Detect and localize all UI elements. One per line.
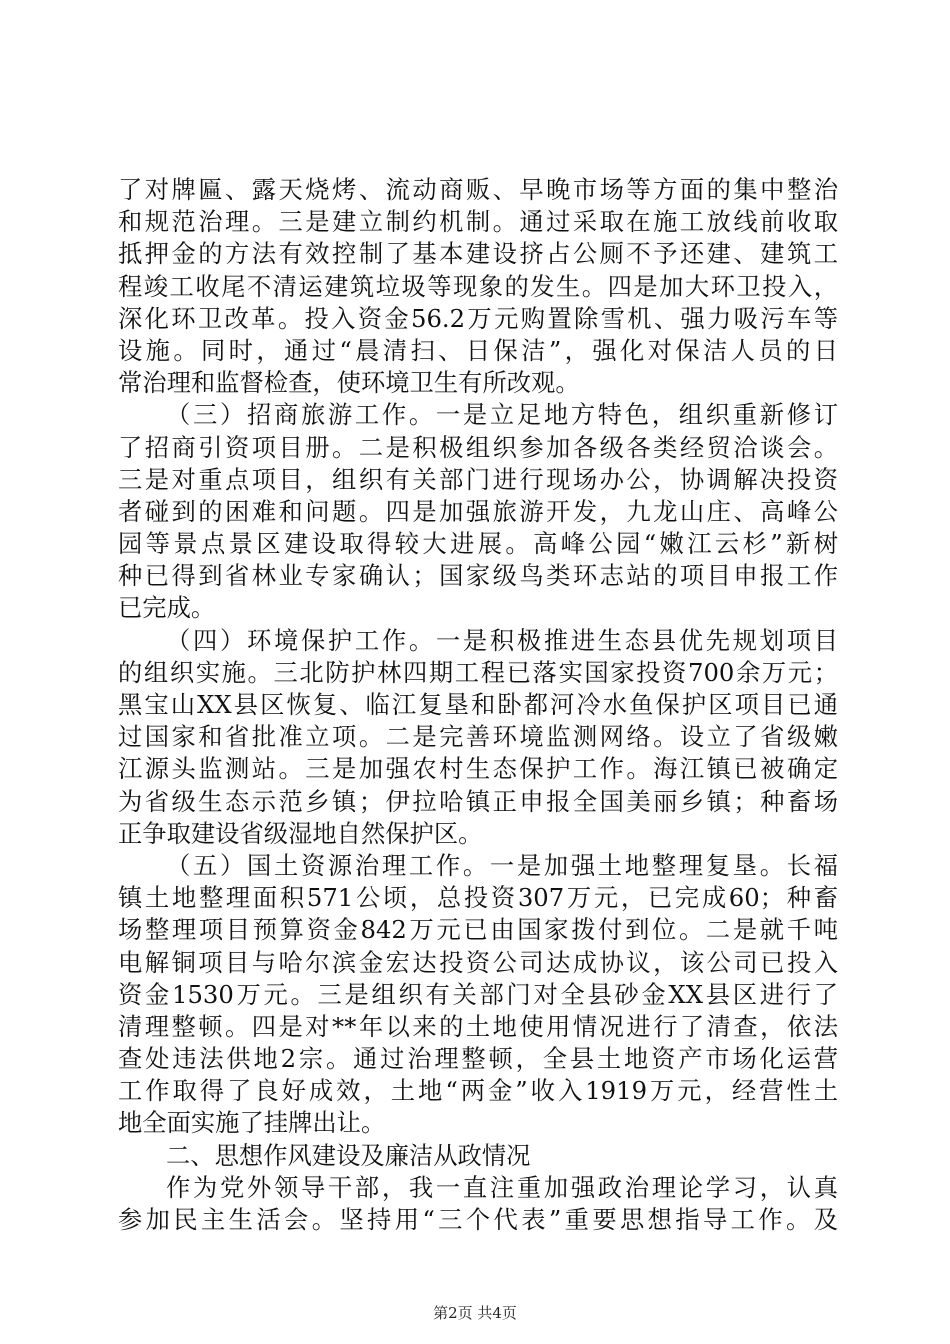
text-line: 过国家和省批准立项。二是完善环境监测网络。设立了省级嫩: [118, 722, 838, 752]
text-line: 场整理项目预算资金842万元已由国家拨付到位。二是就千吨: [118, 915, 838, 945]
text-line: 工作取得了良好成效，土地“两金”收入1919万元，经营性土: [118, 1076, 838, 1106]
text-line: 电解铜项目与哈尔滨金宏达投资公司达成协议，该公司已投入: [118, 947, 838, 977]
text-line: 深化环卫改革。投入资金56.2万元购置除雪机、强力吸污车等: [118, 303, 838, 333]
text-line: 资金1530万元。三是组织有关部门对全县砂金XX县区进行了: [118, 979, 838, 1009]
chapter-heading-line: 二、思想作风建设及廉洁从政情况: [166, 1140, 531, 1170]
text-line: 抵押金的方法有效控制了基本建设挤占公厕不予还建、建筑工: [118, 239, 838, 269]
body-text: [118, 174, 838, 1236]
text-line: 的组织实施。三北防护林四期工程已落实国家投资700余万元；: [118, 657, 838, 687]
text-line: 正争取建设省级湿地自然保护区。: [118, 818, 483, 848]
text-line: 作为党外领导干部，我一直注重加强政治理论学习，认真: [166, 1172, 838, 1202]
text-line: 种已得到省林业专家确认；国家级鸟类环志站的项目申报工作: [118, 561, 838, 591]
text-line: 了对牌匾、露天烧烤、流动商贩、早晚市场等方面的集中整治: [118, 175, 838, 204]
text-line: 清理整顿。四是对**年以来的土地使用情况进行了清查，依法: [118, 1011, 838, 1041]
text-line: 参加民主生活会。坚持用“三个代表”重要思想指导工作。及: [118, 1205, 838, 1234]
text-line: 者碰到的困难和问题。四是加强旅游开发，九龙山庄、高峰公: [118, 496, 838, 526]
text-line: 了招商引资项目册。二是积极组织参加各级各类经贸洽谈会。: [118, 432, 838, 462]
text-line: 设施。同时，通过“晨清扫、日保洁”，强化对保洁人员的日: [118, 335, 838, 365]
text-line: 为省级生态示范乡镇；伊拉哈镇正申报全国美丽乡镇；种畜场: [118, 786, 838, 816]
section-heading-line: （五）国土资源治理工作。一是加强土地整理复垦。长福: [166, 850, 838, 880]
text-line: 镇土地整理面积571公顷，总投资307万元，已完成60；种畜: [118, 883, 838, 913]
section-heading-line: （四）环境保护工作。一是积极推进生态县优先规划项目: [166, 625, 838, 655]
text-line: 园等景点景区建设取得较大进展。高峰公园“嫩江云杉”新树: [118, 529, 838, 559]
page-number-label: 第2页 共4页: [433, 1304, 517, 1322]
text-line: 地全面实施了挂牌出让。: [118, 1108, 386, 1138]
text-line: 已完成。: [118, 593, 216, 623]
text-line: 三是对重点项目，组织有关部门进行现场办公，协调解决投资: [118, 464, 838, 494]
text-line: 程竣工收尾不清运建筑垃圾等现象的发生。四是加大环卫投入，: [118, 271, 838, 301]
page-footer: [0, 1302, 950, 1323]
section-heading-line: （三）招商旅游工作。一是立足地方特色，组织重新修订: [166, 400, 838, 430]
text-line: 江源头监测站。三是加强农村生态保护工作。海江镇已被确定: [118, 754, 838, 784]
text-line: 查处违法供地2宗。通过治理整顿，全县土地资产市场化运营: [118, 1044, 838, 1074]
text-line: 和规范治理。三是建立制约机制。通过采取在施工放线前收取: [118, 207, 838, 237]
text-line: 常治理和监督检查，使环境卫生有所改观。: [118, 368, 580, 398]
text-line: 黑宝山XX县区恢复、临江复垦和卧都河冷水鱼保护区项目已通: [118, 690, 838, 719]
